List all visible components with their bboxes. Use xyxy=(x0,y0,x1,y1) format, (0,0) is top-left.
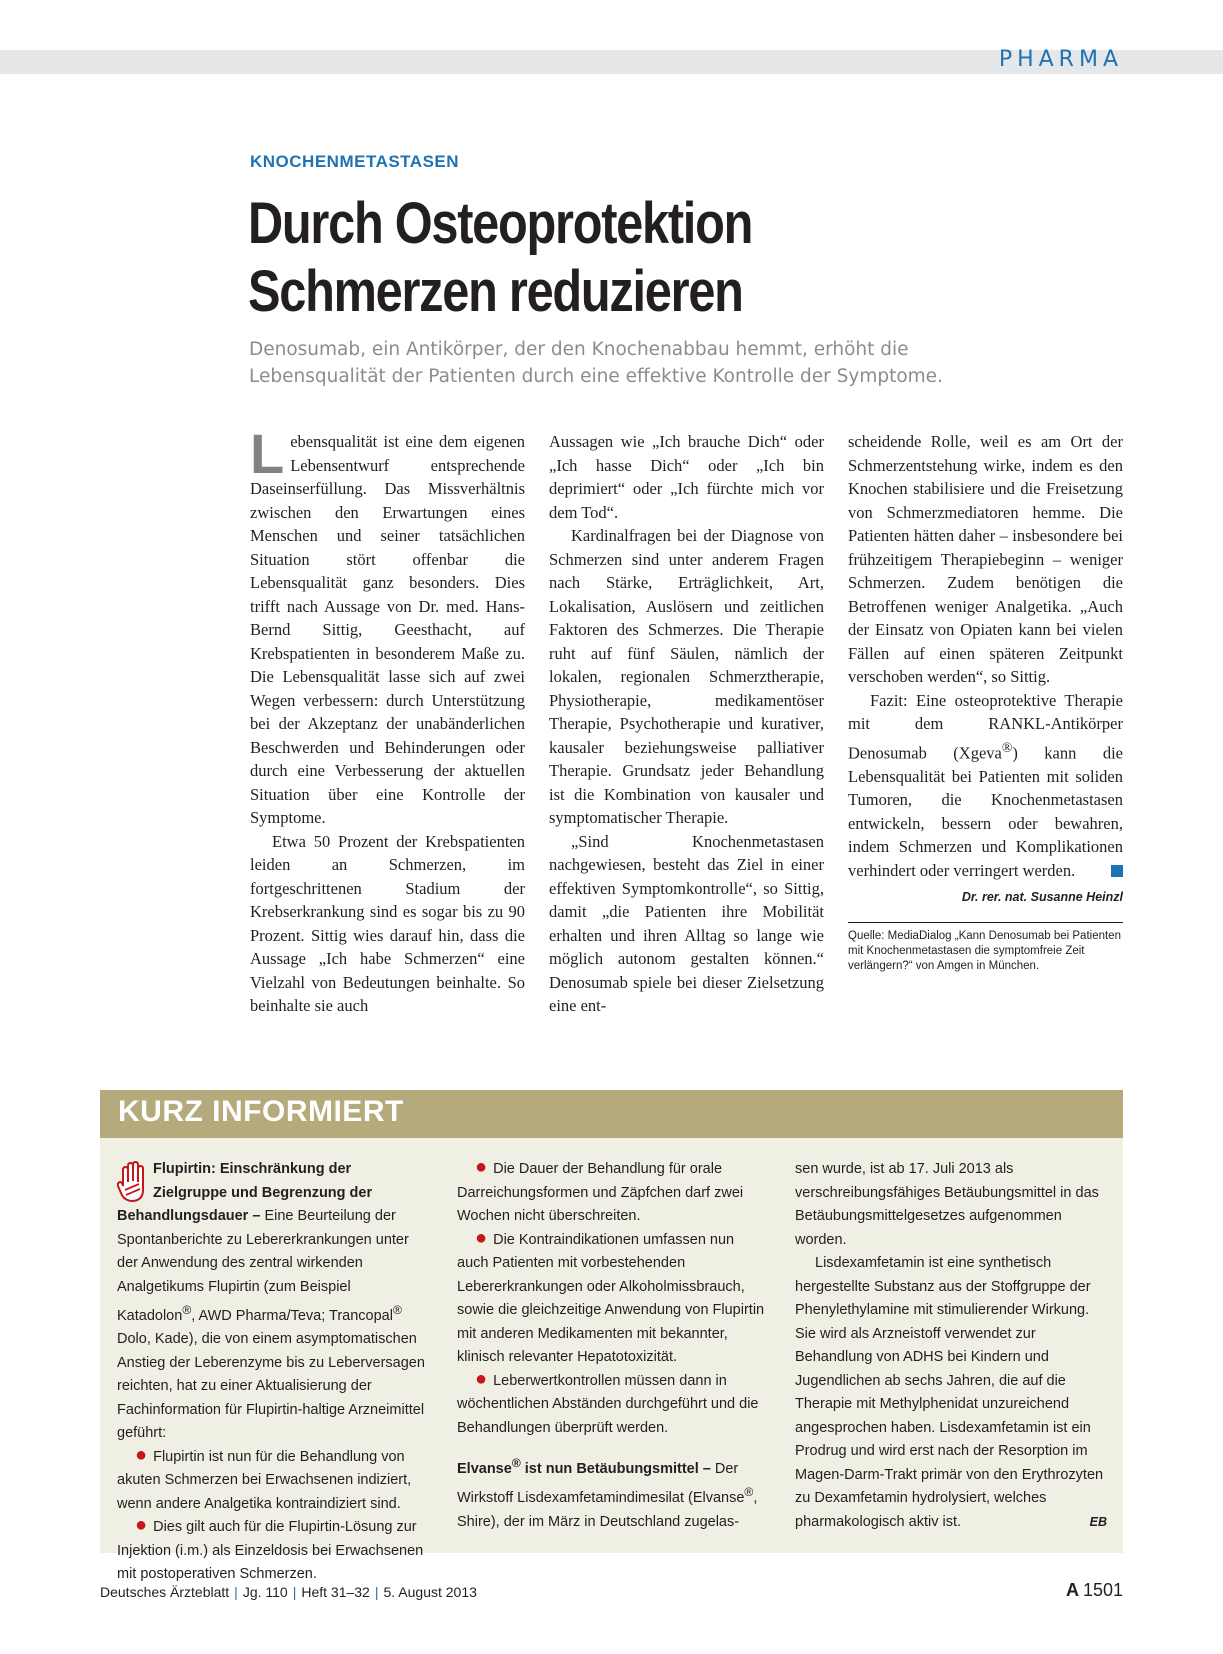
text: , AWD Pharma/Teva; Trancopal xyxy=(191,1307,393,1324)
bullet-text: Flupirtin ist nun für die Behandlung von akuten Schmerzen bei Erwachsenen indiziert, wenn andere Analgetika kontraindiziert sind. xyxy=(117,1448,412,1512)
article-column-3 xyxy=(848,430,1123,974)
separator: | xyxy=(374,1584,379,1600)
registered-mark: ® xyxy=(1001,739,1013,755)
paragraph xyxy=(848,689,1123,883)
bullet-icon: ● xyxy=(475,1226,488,1249)
paragraph: Kardinalfragen bei der Diagnose von Schmerzen sind unter anderem Fragen nach Stärke, Erträglichkeit, Art, Lokalisation, Auslösern und zeitlichen Faktoren des Schmerzes. Die Therapie ruht auf fünf Säulen, nämlich der lokalen, regionalen Schmerztherapie, Physiotherapie, medikamentöser Therapie, Psychotherapie und kurativer, kausaler beziehungsweise palliativer Therapie. Grundsatz jeder Behandlung ist die Kombination von kausaler und symptomatischer Therapie. xyxy=(549,526,824,827)
page-number xyxy=(1066,1580,1123,1601)
bullet-item xyxy=(457,1367,769,1441)
box-title: KURZ INFORMIERT xyxy=(118,1095,404,1128)
author-initials: EB xyxy=(1089,1514,1107,1529)
page-number-value: 1501 xyxy=(1082,1580,1123,1600)
issue: Heft 31–32 xyxy=(301,1584,370,1600)
subhead-line-1: Denosumab, ein Antikörper, der den Knochenabbau hemmt, erhöht die xyxy=(249,339,909,360)
elvanse-title: Elvanse xyxy=(457,1460,512,1477)
kurz-informiert-box xyxy=(100,1090,1123,1583)
volume: Jg. 110 xyxy=(242,1584,288,1600)
box-header xyxy=(100,1090,1123,1138)
elvanse-continued: sen wurde, ist ab 17. Juli 2013 als verschreibungsfähiges Betäubungsmittel in das Betäubungsmittelgesetzes aufgenommen worden. xyxy=(795,1161,1099,1248)
registered-mark: ® xyxy=(392,1303,402,1317)
bullet-text: Leberwertkontrollen müssen dann in wöchentlichen Abständen durchgeführt und die Behandlungen überprüft werden. xyxy=(457,1372,759,1436)
elvanse-title: ist nun Betäubungsmittel – xyxy=(520,1460,711,1477)
box-column-1 xyxy=(117,1158,429,1587)
article-subhead xyxy=(249,336,1049,390)
bullet-item xyxy=(117,1516,429,1587)
elvanse-paragraph-2 xyxy=(795,1252,1107,1534)
journal-name: Deutsches Ärzteblatt xyxy=(100,1584,230,1600)
text: , Shire), der im März in Deutschland zugelas- xyxy=(457,1490,758,1530)
bullet-item xyxy=(457,1158,769,1229)
text: Lisdexamfetamin ist eine synthetisch hergestellte Substanz aus der Stoffgruppe der Phenylethylamine mit stimulierender Wirkung. Sie wird als Arzneistoff verwendet zur Behandlung von ADHS bei Kindern und Jugendlichen ab sechs Jahren, die auf die Therapie mit Methylphenidat unzureichend angesprochen haben. Lisdexamfetamin ist ein Prodrug und wird erst nach der Resorption im Magen-Darm-Trakt primär von den Erythrozyten zu Dexamfetamin hydrolysiert, welches pharmakologisch aktiv ist. xyxy=(795,1255,1104,1530)
bullet-text: Die Kontraindikationen umfassen nun auch Patienten mit vorbestehenden Lebererkrankungen oder Alkoholmissbrauch, sowie die gleichzeitige Anwendung von Flupirtin mit anderen Medikamenten mit bekannter, klinisch relevanter Hepatotoxizität. xyxy=(457,1231,765,1365)
headline-line-2: Schmerzen reduzieren xyxy=(248,259,743,324)
paragraph: Etwa 50 Prozent der Krebspatienten leiden an Schmerzen, im fortgeschrittenen Stadium der Krebserkrankung sind es sogar bis zu 90 Prozent. Sittig wies darauf hin, dass die Aussage „Ich habe Schmerzen“ eine Vielzahl von Bedeutungen beinhalte. So beinhalte sie auch xyxy=(250,831,525,1015)
registered-mark: ® xyxy=(511,1456,521,1470)
box-column-2 xyxy=(457,1158,769,1534)
bullet-text: Dies gilt auch für die Flupirtin-Lösung zur Injektion (i.m.) als Einzeldosis bei Erwachsenen mit postoperativen Schmerzen. xyxy=(117,1519,424,1583)
bullet-text: Die Dauer der Behandlung für orale Darreichungsformen und Zäpfchen darf zwei Wochen nicht überschreiten. xyxy=(457,1161,744,1224)
paragraph-text: ebensqualität ist eine dem eigenen Lebensentwurf entsprechende Daseinserfüllung. Das Missverhältnis zwischen den Erwartungen eines Menschen und seiner tatsächlichen Situation stört offenbar die Lebensqualität ganz besonders. Dies trifft nach Aussage von Dr. med. Hans-Bernd Sittig, Geesthacht, auf Krebspatienten in besonderem Maße zu. Die Lebensqualität lasse sich auf zwei Wegen verbessern: durch Unterstützung bei der Akzeptanz der unabänderlichen Beschwerden und Behinderungen oder durch eine Verbesserung der aktuellen Situation über eine Kontrolle der Symptome. xyxy=(250,432,525,827)
paragraph xyxy=(250,422,525,830)
paragraph: Aussagen wie „Ich brauche Dich“ oder „Ich hasse Dich“ oder „Ich bin deprimiert“ oder „Ich fürchte mich vor dem Tod“. xyxy=(549,432,824,522)
bullet-icon: ● xyxy=(475,1367,488,1390)
page-prefix: A xyxy=(1065,1580,1079,1600)
section-label: PHARMA xyxy=(998,47,1123,72)
registered-mark: ® xyxy=(744,1485,754,1500)
article-column-2 xyxy=(549,430,824,1018)
bullet-icon: ● xyxy=(135,1443,148,1466)
text: Dolo, Kade), die von einem asymptomatischen Anstieg der Leberenzyme bis zu Leberversagen reichten, hat zu einer Aktualisierung der Fachinformation für Flupirtin-haltige Arzneimittel geführt: xyxy=(117,1331,425,1442)
hand-icon xyxy=(117,1160,147,1204)
drop-cap: L xyxy=(250,422,285,485)
paragraph: „Sind Knochenmetastasen nachgewiesen, besteht das Ziel in einer effektiven Symptomkontrolle“, so Sittig, damit „die Patienten ihre Mobilität erhalten und ihren Alltag so lange wie möglich autonom gestalten können.“ Denosumab spiele bei dieser Zielsetzung eine ent- xyxy=(549,831,824,1015)
end-mark-icon xyxy=(1111,865,1123,877)
text: Der Wirkstoff Lisdexamfetamindimesilat (Elvanse xyxy=(457,1460,745,1507)
article-kicker: KNOCHENMETASTASEN xyxy=(250,152,460,171)
flupirtin-intro xyxy=(117,1158,429,1446)
separator: | xyxy=(292,1584,297,1600)
separator: | xyxy=(234,1584,238,1600)
page-footer xyxy=(100,1584,477,1600)
bullet-item xyxy=(457,1226,769,1370)
dash: – xyxy=(248,1208,265,1224)
paragraph: scheidende Rolle, weil es am Ort der Schmerzentstehung wirke, indem es den Knochen stabilisiere und die Freisetzung von Schmerzmediatoren hemme. Die Patienten hätten daher – insbesondere bei frühzeitigem Therapiebeginn – weniger Schmerzen. Zudem benötigen die Betroffenen weniger Analgetika. „Auch der Einsatz von Opiaten kann bei vielen Fällen auf einen späteren Zeitpunkt verschoben werden“, so Sittig. xyxy=(848,432,1123,686)
author-credit: Dr. rer. nat. Susanne Heinzl xyxy=(961,890,1123,904)
text: Eine Beurteilung der Spontanberichte zu Lebererkrankungen unter der Anwendung des zentral wirkenden Analgetikums Flupirtin (zum Beispiel Katadolon xyxy=(117,1208,409,1324)
bullet-icon: ● xyxy=(475,1156,488,1178)
article-headline xyxy=(248,190,752,326)
bullet-icon: ● xyxy=(135,1514,148,1537)
subhead-line-2: Lebensqualität der Patienten durch eine effektive Kontrolle der Symptome. xyxy=(249,366,943,387)
paragraph-text: ) kann die Lebensqualität bei Patienten mit soliden Tumoren, die Knochenmetastasen entwickeln, bessern oder bewahren, indem Schmerzen und Komplikationen verhindert oder verringert werden. xyxy=(848,743,1123,880)
flupirtin-title: Flupirtin: Einschränkung der Zielgruppe und Begrenzung der Behandlungsdauer xyxy=(117,1161,373,1224)
article-column-1 xyxy=(250,422,525,1018)
paragraph-text: Fazit: Eine osteoprotektive Therapie mit dem RANKL-Antikörper Denosumab (Xgeva xyxy=(848,690,1123,762)
source-note: Quelle: MediaDialog „Kann Denosumab bei Patienten mit Knochenmetastasen die symptomfreie Zeit verlängern?“ von Amgen in München. xyxy=(848,922,1123,974)
elvanse-intro xyxy=(457,1452,769,1534)
headline-line-1: Durch Osteoprotektion xyxy=(248,191,753,256)
box-column-3 xyxy=(795,1158,1107,1534)
date: 5. August 2013 xyxy=(383,1584,477,1600)
registered-mark: ® xyxy=(182,1303,192,1317)
bullet-item xyxy=(117,1443,429,1517)
